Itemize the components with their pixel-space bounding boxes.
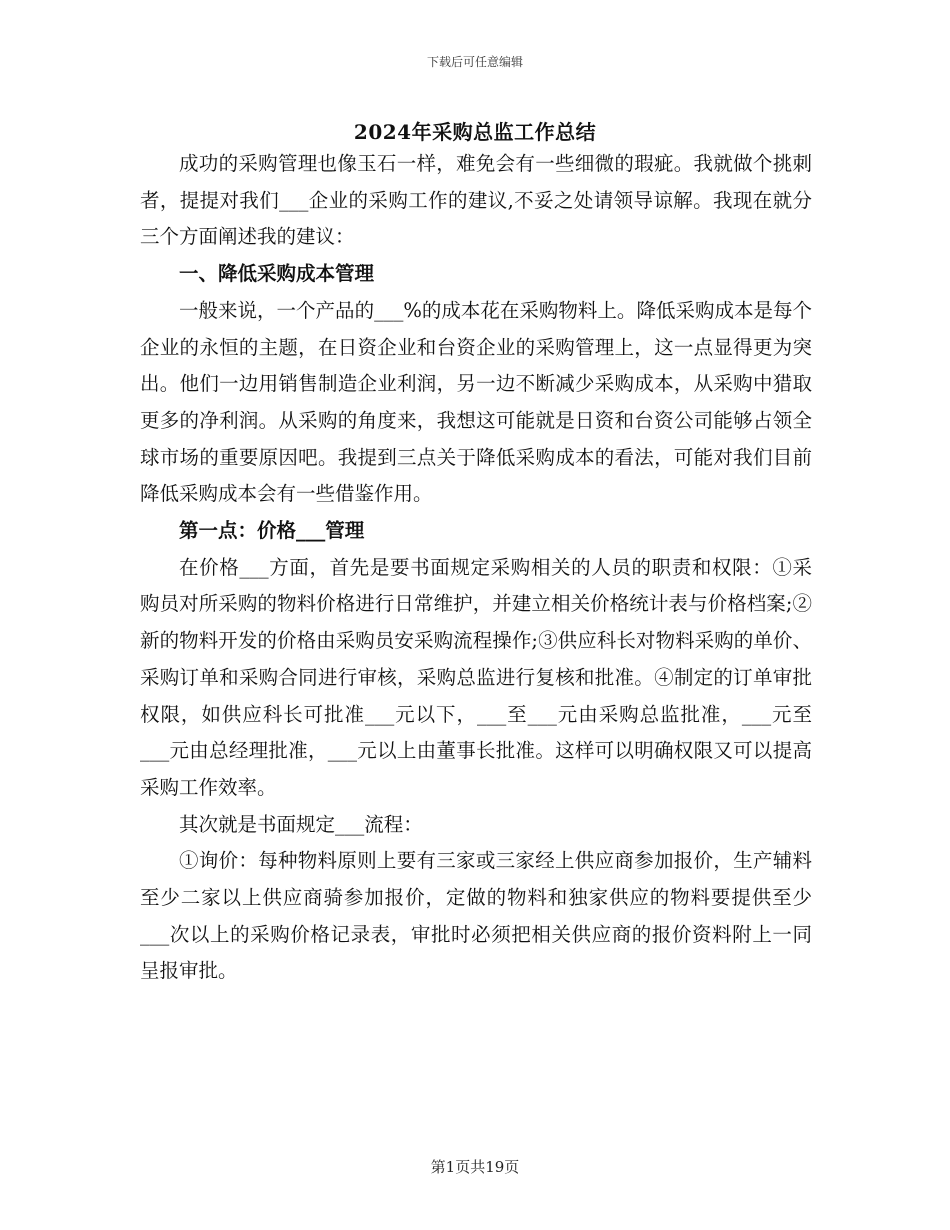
- header-note: 下载后可任意编辑: [426, 55, 523, 69]
- cost-paragraph: 一般来说，一个产品的___%的成本花在采购物料上。降低采购成本是每个企业的永恒的主题，在日资企业和台资企业的采购管理上，这一点显得更为突出。他们一边用销售制造企业利润，另一边不断减少采购成本，从采购中猎取更多的净利润。从采购的角度来，我想这可能就是日资和台资公司能够占领全球市场的重要原因吧。我提到三点关于降低采购成本的看法，可能对我们目前降低采购成本会有一些借鉴作用。: [140, 298, 812, 506]
- intro-paragraph: 成功的采购管理也像玉石一样，难免会有一些细微的瑕疵。我就做个挑刺者，提提对我们___企业的采购工作的建议,不妥之处请领导谅解。我现在就分三个方面阐述我的建议：: [140, 152, 812, 249]
- document-title: 2024年采购总监工作总结: [353, 120, 597, 144]
- price-paragraph: 在价格___方面，首先是要书面规定采购相关的人员的职责和权限：①采购员对所采购的物料价格进行日常维护，并建立相关价格统计表与价格档案;②新的物料开发的价格由采购员安采购流程操作;③供应科长对物料采购的单价、采购订单和采购合同进行审核，采购总监进行复核和批准。④制定的订单审批权限，如供应科长可批准___元以下，___至___元由采购总监批准，___元至___元由总经理批准，___元以上由董事长批准。这样可以明确权限又可以提高采购工作效率。: [140, 555, 812, 799]
- section-heading-cost: 一、降低采购成本管理: [179, 262, 375, 286]
- page-footer: 第1页共19页: [430, 1158, 520, 1176]
- point-heading-price: 第一点：价格___管理: [179, 519, 365, 543]
- document-body: [140, 146, 812, 990]
- inquiry-paragraph: ①询价：每种物料原则上要有三家或三家经上供应商参加报价，生产辅料至少二家以上供应商骑参加报价，定做的物料和独家供应的物料要提供至少___次以上的采购价格记录表，审批时必须把相关供应商的报价资料附上一同呈报审批。: [140, 849, 812, 983]
- process-paragraph: 其次就是书面规定___流程：: [179, 812, 423, 836]
